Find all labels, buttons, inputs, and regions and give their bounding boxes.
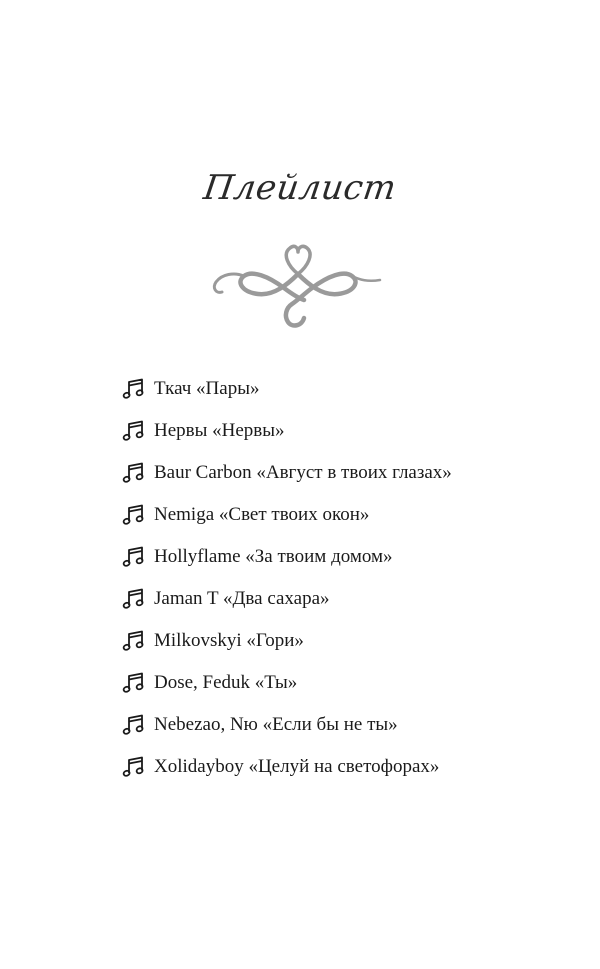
track-title: Xolidayboy «Целуй на светофорах» [154,756,440,777]
music-note-icon [122,630,146,652]
track-title: Nebezao, Nю «Если бы не ты» [154,714,398,735]
heart-infinity-swirl-icon [208,238,388,338]
playlist-track [122,410,452,452]
playlist-track [122,452,452,494]
playlist-track [122,662,452,704]
playlist-track [122,704,452,746]
playlist-track [122,746,452,788]
music-note-icon [122,588,146,610]
track-title: Ткач «Пары» [154,378,260,399]
track-title: Нервы «Нервы» [154,420,285,441]
music-note-icon [122,378,146,400]
playlist-track [122,620,452,662]
track-title: Hollyflame «За твоим домом» [154,546,393,567]
music-note-icon [122,546,146,568]
track-title: Nemiga «Свет твоих окон» [154,504,370,525]
music-note-icon [122,504,146,526]
playlist-track [122,578,452,620]
track-title: Baur Carbon «Август в твоих глазах» [154,462,452,483]
track-title: Jaman T «Два сахара» [154,588,330,609]
page-title: Плейлист [201,168,399,208]
music-note-icon [122,462,146,484]
music-note-icon [122,420,146,442]
track-title: Milkovskyi «Гори» [154,630,304,651]
playlist-track [122,368,452,410]
music-note-icon [122,756,146,778]
playlist-track [122,494,452,536]
playlist-track [122,536,452,578]
playlist [122,368,452,788]
music-note-icon [122,714,146,736]
music-note-icon [122,672,146,694]
track-title: Dose, Feduk «Ты» [154,672,298,693]
